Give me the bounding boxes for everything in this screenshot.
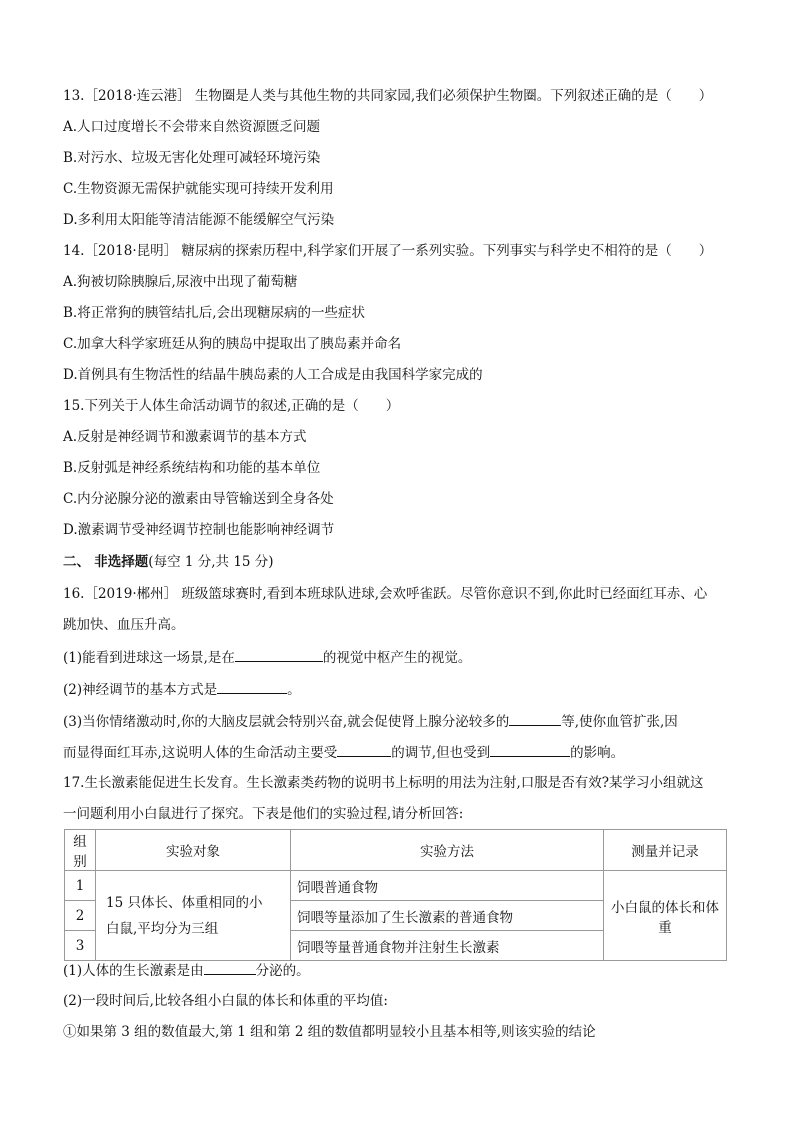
table-cell-object [96, 871, 291, 961]
q16-part3-text-before: (3)当你情绪激动时,你的大脑皮层就会特别兴奋,就会促使肾上腺分泌较多的 [63, 714, 510, 730]
table-cell-method: 饲喂等量普通食物并注射生长激素 [291, 931, 604, 961]
table-header-object: 实验对象 [96, 830, 291, 871]
q16-part2-blank[interactable] [217, 679, 287, 694]
q16-part1 [63, 647, 471, 668]
q16-part1-blank[interactable] [235, 647, 323, 662]
table-cell-record: 小白鼠的体长和体重 [604, 871, 727, 961]
q16-stem-line1: 16.［2019·郴州］ 班级篮球赛时,看到本班球队进球,会欢呼雀跃。尽管你意识不到,你此时已经面红耳赤、心 [63, 586, 708, 602]
section-number: 二、 [63, 554, 90, 570]
table-header-record: 测量并记录 [604, 830, 727, 871]
q17-stem-line1: 17.生长激素能促进生长发育。生长激素类药物的说明书上标明的用法为注射,口服是否有效?某学习小组就这 [63, 775, 704, 791]
table-object-line1: 15 只体长、体重相同的小 [106, 894, 263, 911]
q17-part1-text-after: 分泌的。 [255, 963, 310, 979]
q17-part2: (2)一段时间后,比较各组小白鼠的体长和体重的平均值: [63, 993, 388, 1009]
q16-part3-text-a: 而显得面红耳赤,这说明人体的生命活动主要受 [63, 745, 338, 761]
section-title: 非选择题 [94, 554, 149, 570]
q16-part3-blank-2[interactable] [337, 742, 391, 757]
q14-option-b: B.将正常狗的胰管结扎后,会出现糖尿病的一些症状 [63, 305, 366, 321]
q16-part2-text-after: 。 [287, 682, 301, 698]
q16-part3-text-b: 的调节,但也受到 [391, 745, 491, 761]
experiment-table [64, 829, 727, 961]
q16-part3-text-after: 等,使你血管扩张,因 [561, 714, 678, 730]
q17-part1 [63, 960, 310, 981]
q13-stem: 13.［2018·连云港］ 生物圈是人类与其他生物的共同家园,我们必须保护生物圈。下列叙述正确的是（ ） [63, 88, 713, 104]
q15-option-c: C.内分泌腺分泌的激素由导管输送到全身各处 [63, 491, 334, 507]
table-cell-method: 饲喂普通食物 [291, 871, 604, 901]
q13-option-a: A.人口过度增长不会带来自然资源匮乏问题 [63, 119, 321, 135]
q13-option-d: D.多利用太阳能等清洁能源不能缓解空气污染 [63, 212, 335, 228]
q16-part2 [63, 679, 301, 700]
q17-part1-blank[interactable] [204, 960, 256, 975]
table-cell-group: 1 [65, 871, 96, 901]
q17-part1-text-before: (1)人体的生长激素是由 [63, 963, 204, 979]
q16-part1-text-before: (1)能看到进球这一场景,是在 [63, 650, 235, 666]
table-cell-group: 2 [65, 901, 96, 931]
q16-part2-text-before: (2)神经调节的基本方式是 [63, 682, 218, 698]
section-heading [63, 552, 274, 572]
q16-part3-text-c: 的影响。 [570, 745, 625, 761]
q15-option-d: D.激素调节受神经调节控制也能影响神经调节 [63, 522, 335, 538]
q16-stem-line2: 跳加快、血压升高。 [63, 617, 185, 633]
q16-part1-text-after: 的视觉中枢产生的视觉。 [322, 650, 472, 666]
q17-stem-line2: 一问题利用小白鼠进行了探究。下表是他们的实验过程,请分析回答: [63, 806, 464, 822]
q13-option-c: C.生物资源无需保护就能实现可持续开发利用 [63, 181, 334, 197]
section-note: (每空 1 分,共 15 分) [148, 554, 274, 570]
q14-option-d: D.首例具有生物活性的结晶牛胰岛素的人工合成是由我国科学家完成的 [63, 367, 483, 383]
q15-option-b: B.反射弧是神经系统结构和功能的基本单位 [63, 460, 321, 476]
q16-part3-blank-3[interactable] [490, 742, 570, 757]
q14-option-a: A.狗被切除胰腺后,尿液中出现了葡萄糖 [63, 274, 298, 290]
table-object-line2: 白鼠,平均分为三组 [106, 920, 219, 937]
q15-option-a: A.反射是神经调节和激素调节的基本方式 [63, 429, 307, 445]
table-header-method: 实验方法 [291, 830, 604, 871]
table-row [65, 871, 727, 901]
table-cell-method: 饲喂等量添加了生长激素的普通食物 [291, 901, 604, 931]
table-cell-group: 3 [65, 931, 96, 961]
q14-option-c: C.加拿大科学家班廷从狗的胰岛中提取出了胰岛素并命名 [63, 336, 402, 352]
q15-stem: 15.下列关于人体生命活动调节的叙述,正确的是（ ） [63, 398, 400, 414]
q14-stem: 14.［2018·昆明］ 糖尿病的探索历程中,科学家们开展了一系列实验。下列事实与科学史不相符的是（ ） [63, 243, 713, 259]
q16-part3-line2 [63, 742, 624, 763]
q17-part2-sub1: ①如果第 3 组的数值最大,第 1 组和第 2 组的数值都明显较小且基本相等,则该实验的结论 [63, 1024, 596, 1040]
q13-option-b: B.对污水、垃圾无害化处理可减轻环境污染 [63, 150, 321, 166]
q16-part3-blank-1[interactable] [509, 711, 561, 726]
q16-part3-line1 [63, 711, 678, 732]
table-header-row [65, 830, 727, 871]
table-header-group: 组别 [65, 830, 96, 871]
